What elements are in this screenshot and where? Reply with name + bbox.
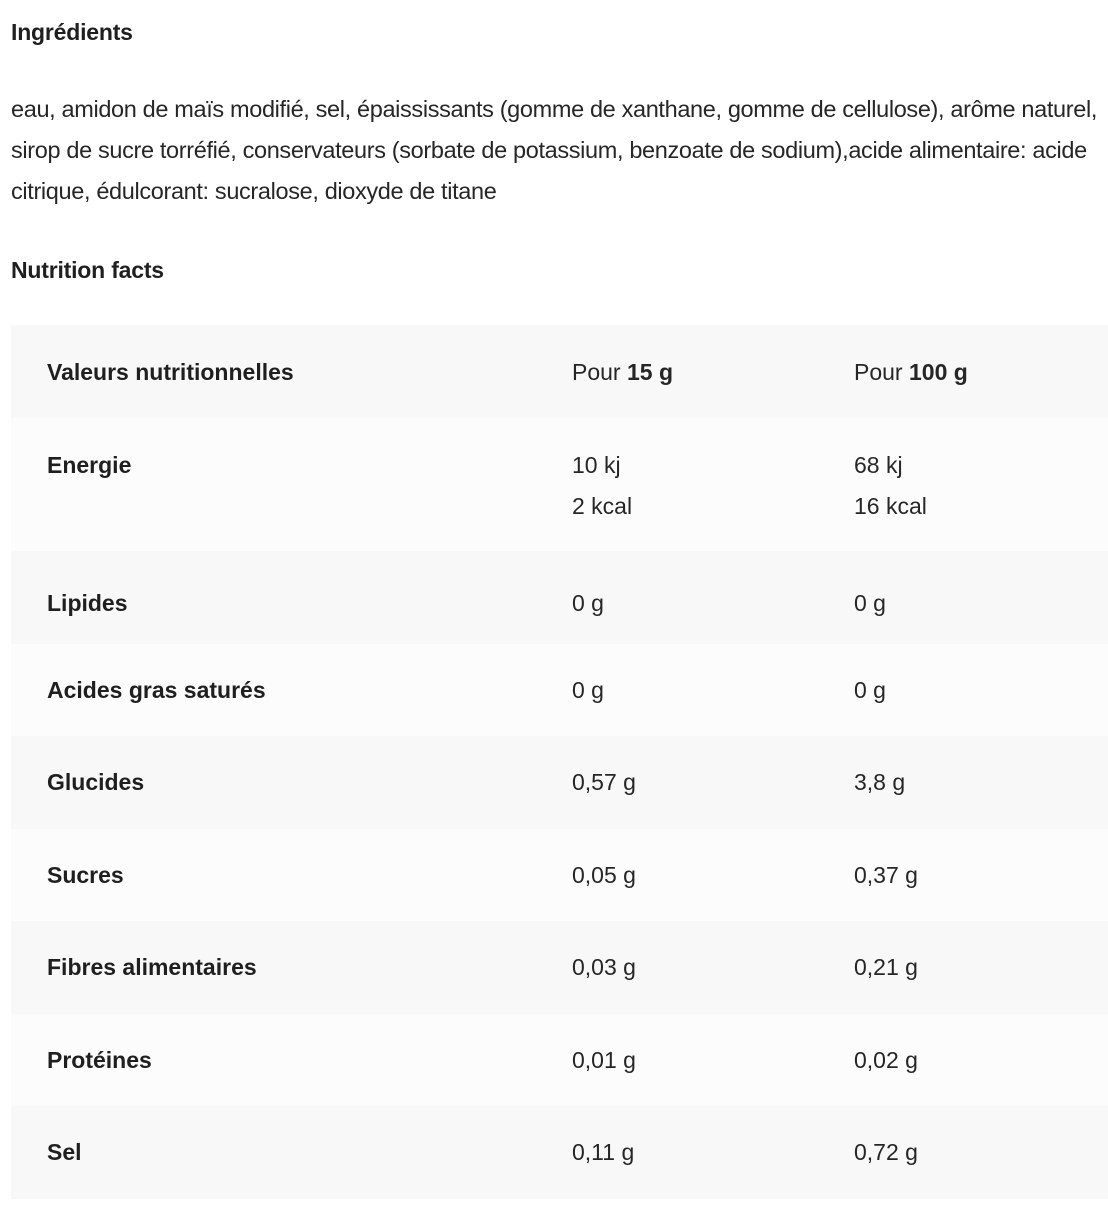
row-label: Sel: [47, 1139, 82, 1165]
energy-per-100g-kj: 68 kj: [854, 452, 903, 478]
table-row: [11, 551, 1108, 644]
nutrition-table: [11, 325, 1108, 1199]
energy-per-100g-kcal: 16 kcal: [854, 493, 927, 519]
row-value-per-15g: 0,01 g: [572, 1047, 636, 1073]
table-row: [11, 829, 1108, 921]
header-per-15g-prefix: Pour: [572, 359, 621, 385]
energy-per-15g-kj: 10 kj: [572, 452, 621, 478]
row-label: Fibres alimentaires: [47, 954, 257, 980]
row-label: Lipides: [47, 590, 128, 616]
row-label: Energie: [47, 452, 132, 478]
table-row: [11, 921, 1108, 1014]
table-row: [11, 1106, 1108, 1199]
table-header-row: [11, 325, 1108, 418]
row-value-per-100g: 0,02 g: [854, 1047, 918, 1073]
header-per-100g: [854, 352, 968, 393]
row-label: Sucres: [47, 862, 124, 888]
ingredients-title: Ingrédients: [11, 19, 133, 45]
energy-per-15g-kcal: 2 kcal: [572, 493, 633, 519]
header-per-100g-amount: 100 g: [908, 359, 968, 385]
table-row: [11, 1014, 1108, 1106]
header-label: Valeurs nutritionnelles: [47, 359, 294, 385]
header-per-15g-amount: 15 g: [626, 359, 674, 385]
table-row: [11, 736, 1108, 829]
row-value-per-15g: 0,57 g: [572, 769, 636, 795]
row-value-per-100g: 0,72 g: [854, 1139, 918, 1165]
row-value-per-100g: 0 g: [854, 590, 886, 616]
table-row-energie: [11, 418, 1108, 551]
ingredients-text: eau, amidon de maïs modifié, sel, épaississants (gomme de xanthane, gomme de cellulose), arôme naturel, sirop de sucre torréfié, conservateurs (sorbate de potassium, benzoate de sodium),acide alimentaire: acide citrique, édulcorant: sucralose, dioxyde de titane: [11, 96, 1097, 204]
row-label: Acides gras saturés: [47, 677, 266, 703]
row-value-per-15g: 0,05 g: [572, 862, 636, 888]
header-per-15g: [572, 352, 673, 393]
row-value-per-100g: 0,37 g: [854, 862, 918, 888]
row-value-per-100g: 0 g: [854, 677, 886, 703]
row-label: Glucides: [47, 769, 145, 795]
row-value-per-15g: 0 g: [572, 677, 604, 703]
row-value-per-100g: 0,21 g: [854, 954, 918, 980]
row-value-per-15g: 0 g: [572, 590, 604, 616]
row-value-per-15g: 0,11 g: [572, 1139, 635, 1165]
energy-per-100g: [854, 445, 927, 527]
row-value-per-15g: 0,03 g: [572, 954, 636, 980]
header-per-100g-prefix: Pour: [854, 359, 903, 385]
nutrition-title: Nutrition facts: [11, 257, 164, 283]
row-label: Protéines: [47, 1047, 152, 1073]
table-row: [11, 644, 1108, 736]
row-value-per-100g: 3,8 g: [854, 769, 906, 795]
energy-per-15g: [572, 445, 632, 527]
